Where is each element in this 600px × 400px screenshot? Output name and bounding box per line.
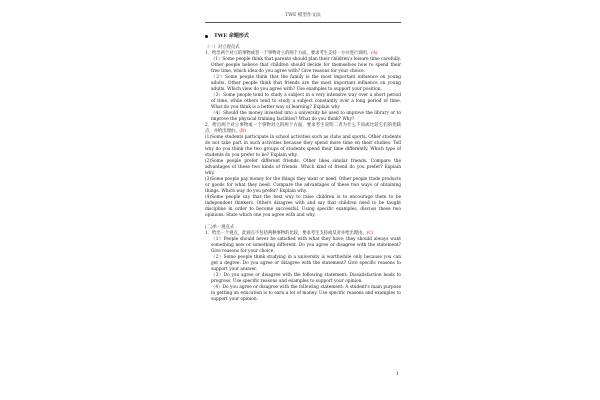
question-text: People should never be satisfied with what they have; they should always want something new or something different. Do you agree or disagree with the statement? Give reasons for your choice. [211, 237, 402, 254]
question-item [205, 285, 401, 303]
question-number: (2) [205, 159, 212, 164]
part1-intro2 [205, 123, 401, 135]
question-item [205, 177, 401, 195]
question-text: Some people think that parents should plan their children's leisure time carefully. Other people believe that children should decide for themselves how to spend their free time, which idea do you agree with? Give reasons for your choice. [211, 57, 401, 74]
question-number: （1） [211, 57, 223, 62]
question-number: (1) [205, 135, 212, 140]
question-item [205, 111, 401, 123]
question-number: （2） [211, 255, 224, 260]
question-number: （4） [211, 285, 223, 290]
question-number: （2） [211, 75, 226, 80]
page-content [205, 30, 401, 303]
question-text: Some people pay money for the things they want or need. Other people trade products or goods for what they need. Compare the advantages of these two ways of obtaining things. Which way do you prefer? Explain why. [205, 177, 401, 194]
question-number: （4） [211, 111, 223, 116]
part1-items [205, 57, 401, 123]
part1-title: （一）对立观点式 [205, 45, 240, 50]
part1-items2 [205, 135, 401, 219]
part2-intro-text: 1．给出一个观点，此观点不包括两种事物的比较，要求考生支持或反对并给出理由。 [205, 231, 367, 236]
question-item [205, 255, 401, 273]
question-number: (4) [205, 195, 212, 200]
part1-intro-text: 1．给出两个对立的事物或者一个事物对立的两个方面，要求考生支持一方并进行说明。 [205, 51, 372, 56]
question-text: Should the money invested into a university be used to improve the library or to improve the physical training facilities? What do you think? Why? [211, 111, 401, 122]
part2-items [205, 237, 401, 303]
question-item [205, 57, 401, 75]
question-item [205, 195, 401, 219]
section-title-text: TWE 命题形式 [214, 33, 249, 39]
question-text: Some students participate in school activities such as clubs and sports. Other students do not take part in such activities because they spend more time on their studies. Tell why do you think the two groups of students spend their time differently. Which type of students do you prefer to be? Explain why. [205, 135, 401, 158]
question-number: （3） [211, 273, 224, 278]
question-number: （1） [211, 237, 224, 242]
question-item [205, 159, 401, 177]
question-item [205, 237, 401, 255]
question-text: Do you agree or disagree with the following statement: Dissatisfaction leads to progress. Use specific reasons and examples to support your opinion. [211, 273, 402, 284]
section-title [205, 33, 401, 39]
part2-title: (二)单一观点式 [205, 225, 235, 230]
page-number: 1 [396, 372, 399, 377]
part1-intro2-text: 2．给出两个对立事物或一个事物对立的两个方面，要求考生说明二者为什么不同或比较它们的优缺点，并给出理由。 [205, 123, 401, 134]
question-text: Some people think studying in a university is worthwhile only because you can get a degree. Do you agree or disagree with the statement? Give specific reasons to support your answer. [211, 255, 402, 272]
question-number: （3） [211, 93, 224, 98]
question-item [205, 273, 401, 285]
part2-intro-mark: (C) [366, 231, 374, 236]
question-text: Some people think that the family is the most important influence on young adults. Other people think that friends are the most important influence on young adults. Which view do you agree with? Use examples to support your position. [211, 75, 401, 92]
part1-intro-mark: (A) [371, 51, 378, 56]
running-header: TWE 模型作文法 [285, 13, 321, 18]
question-text: Do you agree or disagree with the following statement: A student's main purpose in getting an education is to earn a lot of money. Use specific reasons and examples to support your opinion. [211, 285, 402, 302]
question-item [205, 75, 401, 93]
question-text: Some people tend to study a subject in a very intensive way over a short period of time, while others tend to study a subject constantly over a long period of time. What do you think is a better way of learning? Explain why [211, 93, 401, 110]
question-item [205, 135, 401, 159]
question-number: (3) [205, 177, 212, 182]
question-text: Some people say that the best way to raise children is to encourage them to be independent thinkers. Others disagree with and say that children need to be taught discipline in order to become successful. Using specific examples, discuss these two opinions. State which one you agree with and why. [205, 195, 401, 218]
part1-intro2-mark: (B) [239, 129, 246, 134]
bullet-icon [205, 35, 208, 38]
question-text: Some people prefer different friends. Other likes similar friends. Compare the advantages of these two kinds of friends. Which kind of friend do you prefer? Explain why. [205, 159, 401, 176]
question-item [205, 93, 401, 111]
header-rule [205, 22, 401, 23]
